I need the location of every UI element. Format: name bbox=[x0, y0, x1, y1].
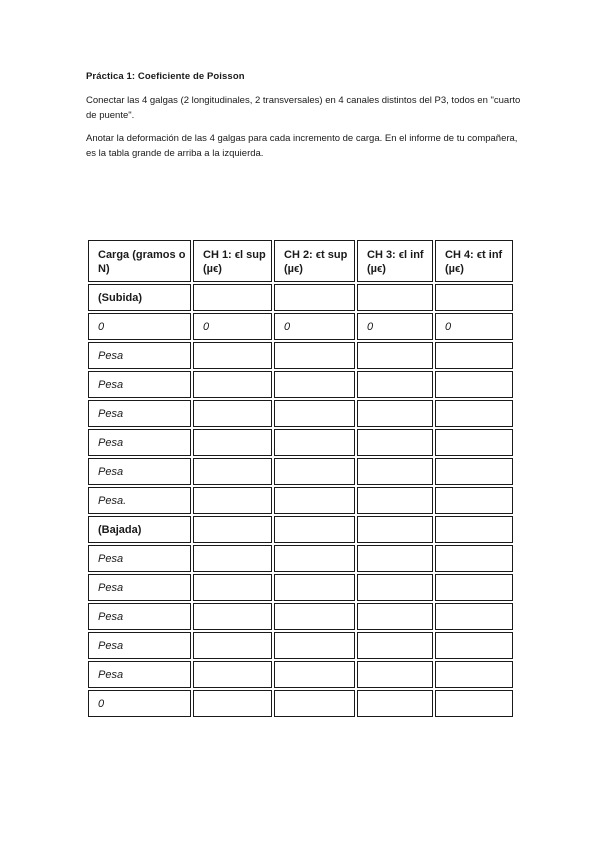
cell-ch1[interactable] bbox=[193, 458, 272, 485]
cell-ch4[interactable] bbox=[435, 545, 513, 572]
cell-ch4[interactable] bbox=[435, 487, 513, 514]
cell-ch2[interactable] bbox=[274, 661, 355, 688]
cell-ch1[interactable] bbox=[193, 487, 272, 514]
cell-ch3[interactable] bbox=[357, 400, 433, 427]
header-ch1: CH 1: ϵl sup (µϵ) bbox=[193, 240, 272, 282]
table-row bbox=[88, 661, 513, 688]
instruction-paragraph-1: Conectar las 4 galgas (2 longitudinales, 2 transversales) en 4 canales distintos del P3, todos en "cuarto de puente". bbox=[86, 95, 521, 121]
table-row bbox=[88, 429, 513, 456]
cell-ch1[interactable] bbox=[193, 400, 272, 427]
cell-ch2[interactable] bbox=[274, 400, 355, 427]
cell-ch4[interactable] bbox=[435, 284, 513, 311]
table-row bbox=[88, 313, 513, 340]
cell-ch3[interactable] bbox=[357, 690, 433, 717]
cell-ch2[interactable] bbox=[274, 545, 355, 572]
cell-ch1[interactable]: 0 bbox=[193, 313, 272, 340]
cell-ch2[interactable]: 0 bbox=[274, 313, 355, 340]
cell-ch2[interactable] bbox=[274, 574, 355, 601]
cell-ch3[interactable] bbox=[357, 632, 433, 659]
cell-ch1[interactable] bbox=[193, 342, 272, 369]
cell-ch2[interactable] bbox=[274, 487, 355, 514]
table-row bbox=[88, 458, 513, 485]
cell-ch4[interactable] bbox=[435, 690, 513, 717]
cell-ch2[interactable] bbox=[274, 690, 355, 717]
cell-ch4[interactable] bbox=[435, 342, 513, 369]
cell-carga: Pesa bbox=[88, 342, 191, 369]
cell-ch4[interactable] bbox=[435, 574, 513, 601]
table-row bbox=[88, 545, 513, 572]
cell-carga: 0 bbox=[88, 690, 191, 717]
table-section-row bbox=[88, 516, 513, 543]
cell-ch4[interactable] bbox=[435, 516, 513, 543]
cell-ch3[interactable] bbox=[357, 458, 433, 485]
table-row bbox=[88, 690, 513, 717]
header-carga: Carga (gramos o N) bbox=[88, 240, 191, 282]
table-row bbox=[88, 400, 513, 427]
table-row bbox=[88, 603, 513, 630]
cell-ch1[interactable] bbox=[193, 574, 272, 601]
cell-ch2[interactable] bbox=[274, 458, 355, 485]
cell-carga: (Subida) bbox=[88, 284, 191, 311]
cell-ch3[interactable]: 0 bbox=[357, 313, 433, 340]
cell-carga: Pesa bbox=[88, 429, 191, 456]
table-header-row bbox=[88, 240, 513, 282]
table-row bbox=[88, 574, 513, 601]
cell-ch1[interactable] bbox=[193, 371, 272, 398]
cell-ch4[interactable] bbox=[435, 603, 513, 630]
cell-carga: Pesa bbox=[88, 371, 191, 398]
cell-carga: Pesa bbox=[88, 574, 191, 601]
header-ch2: CH 2: ϵt sup (µϵ) bbox=[274, 240, 355, 282]
cell-ch3[interactable] bbox=[357, 661, 433, 688]
cell-ch4[interactable] bbox=[435, 661, 513, 688]
cell-carga: Pesa bbox=[88, 400, 191, 427]
table-row bbox=[88, 632, 513, 659]
cell-carga: Pesa bbox=[88, 632, 191, 659]
cell-carga: Pesa bbox=[88, 545, 191, 572]
cell-ch4[interactable] bbox=[435, 371, 513, 398]
cell-ch1[interactable] bbox=[193, 429, 272, 456]
cell-ch4[interactable] bbox=[435, 632, 513, 659]
cell-ch3[interactable] bbox=[357, 603, 433, 630]
table-section-row bbox=[88, 284, 513, 311]
cell-ch2[interactable] bbox=[274, 516, 355, 543]
cell-ch2[interactable] bbox=[274, 342, 355, 369]
cell-ch3[interactable] bbox=[357, 342, 433, 369]
cell-carga: Pesa bbox=[88, 661, 191, 688]
table-row bbox=[88, 487, 513, 514]
header-ch4: CH 4: ϵt inf (µϵ) bbox=[435, 240, 513, 282]
cell-ch3[interactable] bbox=[357, 487, 433, 514]
cell-ch1[interactable] bbox=[193, 284, 272, 311]
cell-ch1[interactable] bbox=[193, 516, 272, 543]
cell-ch4[interactable]: 0 bbox=[435, 313, 513, 340]
header-ch3: CH 3: ϵl inf (µϵ) bbox=[357, 240, 433, 282]
cell-ch3[interactable] bbox=[357, 545, 433, 572]
cell-ch2[interactable] bbox=[274, 371, 355, 398]
cell-ch3[interactable] bbox=[357, 284, 433, 311]
cell-ch2[interactable] bbox=[274, 429, 355, 456]
cell-carga: (Bajada) bbox=[88, 516, 191, 543]
cell-ch3[interactable] bbox=[357, 429, 433, 456]
cell-ch1[interactable] bbox=[193, 632, 272, 659]
cell-ch4[interactable] bbox=[435, 429, 513, 456]
cell-ch3[interactable] bbox=[357, 371, 433, 398]
table-row bbox=[88, 371, 513, 398]
cell-ch4[interactable] bbox=[435, 400, 513, 427]
cell-ch3[interactable] bbox=[357, 516, 433, 543]
cell-carga: Pesa bbox=[88, 603, 191, 630]
cell-carga: Pesa. bbox=[88, 487, 191, 514]
cell-carga: 0 bbox=[88, 313, 191, 340]
cell-ch2[interactable] bbox=[274, 603, 355, 630]
cell-ch4[interactable] bbox=[435, 458, 513, 485]
cell-ch1[interactable] bbox=[193, 690, 272, 717]
cell-carga: Pesa bbox=[88, 458, 191, 485]
cell-ch1[interactable] bbox=[193, 603, 272, 630]
document-title: Práctica 1: Coeficiente de Poisson bbox=[86, 71, 245, 82]
strain-data-table bbox=[86, 238, 515, 719]
cell-ch3[interactable] bbox=[357, 574, 433, 601]
table-row bbox=[88, 342, 513, 369]
cell-ch2[interactable] bbox=[274, 632, 355, 659]
cell-ch1[interactable] bbox=[193, 661, 272, 688]
cell-ch1[interactable] bbox=[193, 545, 272, 572]
instruction-paragraph-2: Anotar la deformación de las 4 galgas para cada incremento de carga. En el informe de tu compañera, es la tabla grande de arriba a la izquierda. bbox=[86, 133, 518, 159]
cell-ch2[interactable] bbox=[274, 284, 355, 311]
